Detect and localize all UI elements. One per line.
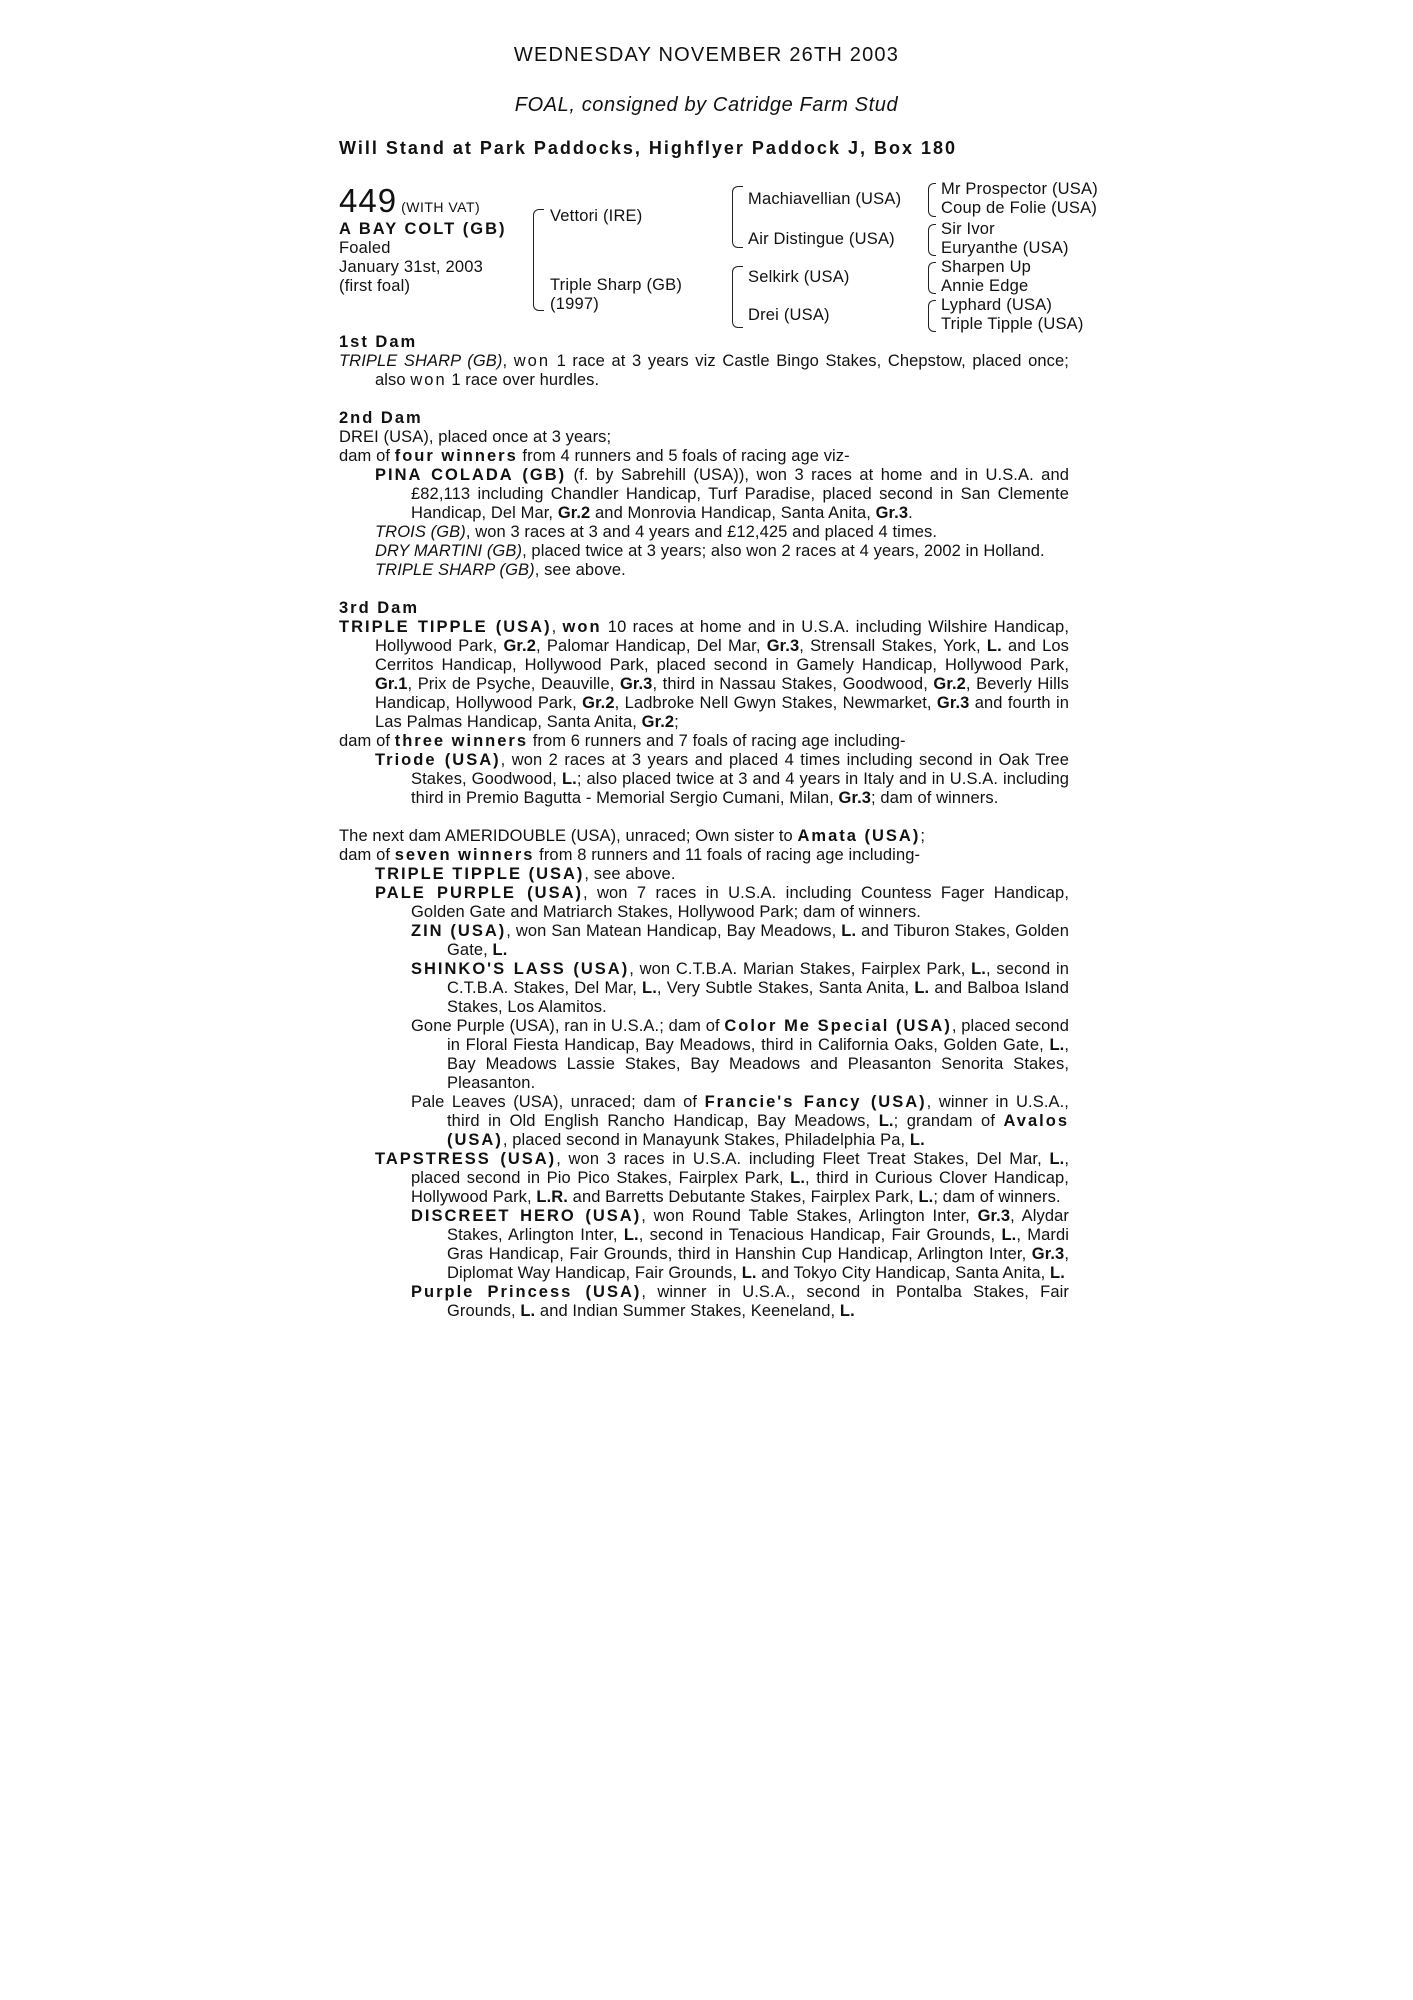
first-foal-note: (first foal) (339, 277, 411, 295)
pedigree-ssd: Coup de Folie (USA) (941, 199, 1098, 217)
lot-number: 449 (339, 182, 398, 219)
progeny-entry: PINA COLADA (GB) (f. by Sabrehill (USA)), won 3 races at home and in U.S.A. and £82,113 including Chandler Handicap, Turf Paradise, placed second in San Clemente Handicap, Del Mar, Gr.2 and Monrovia Handicap, Santa Anita, Gr.3. (375, 466, 1070, 522)
progeny-entry: SHINKO'S LASS (USA), won C.T.B.A. Marian Stakes, Fairplex Park, L., second in C.T.B.A. Stakes, Del Mar, L., Very Subtle Stakes, Santa Anita, L. and Balboa Island Stakes, Los Alamitos. (411, 960, 1069, 1016)
next-dam-line: The next dam AMERIDOUBLE (USA), unraced; Own sister to Amata (USA); (339, 827, 926, 845)
progeny-entry: DISCREET HERO (USA), won Round Table Stakes, Arlington Inter, Gr.3, Alydar Stakes, Arlington Inter, L., second in Tenacious Handicap, Fair Grounds, L., Mardi Gras Handicap, Fair Grounds, third in Hanshin Cup Handicap, Arlington Inter, Gr.3, Diplomat Way Handicap, Fair Grounds, L. and Tokyo City Handicap, Santa Anita, L. (411, 1207, 1069, 1282)
progeny-entry: DRY MARTINI (GB), placed twice at 3 years; also won 2 races at 4 years, 2002 in Holland. (375, 542, 1045, 560)
next-dam-produce: dam of seven winners from 8 runners and 11 foals of racing age including- (339, 846, 921, 864)
pedigree-dss: Sharpen Up (941, 258, 1032, 276)
pedigree-brace-ss (928, 183, 936, 217)
consignor-line: FOAL, consigned by Catridge Farm Stud (514, 94, 899, 116)
pedigree-sds: Sir Ivor (941, 220, 995, 238)
pedigree-sss: Mr Prospector (USA) (941, 180, 1098, 198)
horse-name: Francie's Fancy (USA) (704, 1093, 927, 1111)
horse-name: PINA COLADA (GB) (375, 466, 567, 484)
progeny-entry: Triode (USA), won 2 races at 3 years and placed 4 times including second in Oak Tree Stakes, Goodwood, L.; also placed twice at 3 and 4 years in Italy and in U.S.A. including third in Premio Bagutta - Memorial Sergio Cumani, Milan, Gr.3; dam of winners. (375, 751, 1070, 807)
pedigree-brace-ds (928, 262, 936, 294)
pedigree-sdd: Euryanthe (USA) (941, 239, 1069, 257)
second-dam-line: DREI (USA), placed once at 3 years; (339, 428, 612, 446)
first-dam-entry: TRIPLE SHARP (GB), won 1 race at 3 years viz Castle Bingo Stakes, Chepstow, placed once; also won 1 race over hurdles. (339, 352, 1069, 389)
horse-name: TROIS (GB) (375, 523, 466, 541)
pedigree-brace-dd (928, 300, 936, 332)
second-dam-heading: 2nd Dam (339, 409, 423, 427)
pedigree-dds: Lyphard (USA) (941, 296, 1053, 314)
pedigree-dam-year: (1997) (550, 295, 599, 313)
pedigree-brace-sire (732, 186, 743, 248)
progeny-entry: TRIPLE SHARP (GB), see above. (375, 561, 626, 579)
horse-name: DISCREET HERO (USA) (411, 1207, 642, 1225)
pedigree-sire-sire: Machiavellian (USA) (748, 190, 902, 208)
pedigree-dsd: Annie Edge (941, 277, 1029, 295)
foaled-label: Foaled (339, 239, 391, 257)
horse-name: TRIPLE SHARP (GB) (375, 561, 535, 579)
sale-date: WEDNESDAY NOVEMBER 26TH 2003 (513, 44, 900, 66)
progeny-entry: ZIN (USA), won San Matean Handicap, Bay Meadows, L. and Tiburon Stakes, Golden Gate, L. (411, 922, 1069, 959)
horse-name: SHINKO'S LASS (USA) (411, 960, 630, 978)
first-dam-heading: 1st Dam (339, 333, 418, 351)
progeny-entry: TAPSTRESS (USA), won 3 races in U.S.A. including Fleet Treat Stakes, Del Mar, L., placed second in Pio Pico Stakes, Fairplex Park, L., third in Curious Clover Handicap, Hollywood Park, L.R. and Barretts Debutante Stakes, Fairplex Park, L.; dam of winners. (375, 1150, 1070, 1206)
pedigree-sire: Vettori (IRE) (550, 207, 643, 225)
pedigree-brace-dam (732, 266, 743, 328)
foaled-date: January 31st, 2003 (339, 258, 483, 276)
pedigree-dam-dam: Drei (USA) (748, 306, 830, 324)
pedigree-dam-sire: Selkirk (USA) (748, 268, 850, 286)
horse-name: Color Me Special (USA) (724, 1017, 952, 1035)
horse-name: Triode (USA) (375, 751, 501, 769)
progeny-entry: Purple Princess (USA), winner in U.S.A., second in Pontalba Stakes, Fair Grounds, L. and Indian Summer Stakes, Keeneland, L. (411, 1283, 1069, 1320)
pedigree-brace-sd (928, 224, 936, 256)
third-dam-produce: dam of three winners from 6 runners and 7 foals of racing age including- (339, 732, 906, 750)
horse-name: ZIN (USA) (411, 922, 507, 940)
horse-name: TAPSTRESS (USA) (375, 1150, 557, 1168)
lot-number-block (339, 182, 480, 220)
progeny-entry: PALE PURPLE (USA), won 7 races in U.S.A. including Countess Fager Handicap, Golden Gate and Matriarch Stakes, Hollywood Park; dam of winners. (375, 884, 1069, 921)
progeny-entry: TRIPLE TIPPLE (USA), see above. (375, 865, 676, 883)
horse-name: Purple Princess (USA) (411, 1283, 642, 1301)
horse-name: PALE PURPLE (USA) (375, 884, 583, 902)
pedigree-ddd: Triple Tipple (USA) (941, 315, 1084, 333)
third-dam-heading: 3rd Dam (339, 599, 420, 617)
progeny-entry: TROIS (GB), won 3 races at 3 and 4 years and £12,425 and placed 4 times. (375, 523, 938, 541)
horse-name: DRY MARTINI (GB) (375, 542, 523, 560)
horse-name: TRIPLE TIPPLE (USA) (339, 618, 552, 636)
second-dam-produce: dam of four winners from 4 runners and 5 foals of racing age viz- (339, 447, 850, 465)
third-dam-entry: TRIPLE TIPPLE (USA), won 10 races at home and in U.S.A. including Wilshire Handicap, Hollywood Park, Gr.2, Palomar Handicap, Del Mar, Gr.3, Strensall Stakes, York, L. and Los Cerritos Handicap, Hollywood Park, placed second in Gamely Handicap, Hollywood Park, Gr.1, Prix de Psyche, Deauville, Gr.3, third in Nassau Stakes, Goodwood, Gr.2, Beverly Hills Handicap, Hollywood Park, Gr.2, Ladbroke Nell Gwyn Stakes, Newmarket, Gr.3 and fourth in Las Palmas Handicap, Santa Anita, Gr.2; (339, 618, 1070, 731)
horse-name: TRIPLE SHARP (GB) (339, 352, 503, 370)
lot-title: A BAY COLT (GB) (339, 220, 507, 238)
stabling-line: Will Stand at Park Paddocks, Highflyer Paddock J, Box 180 (339, 138, 957, 158)
pedigree-dam: Triple Sharp (GB) (550, 276, 683, 294)
catalogue-body (339, 333, 1069, 1321)
horse-name: TRIPLE TIPPLE (USA) (375, 865, 585, 883)
pedigree-brace-gen1 (533, 209, 544, 311)
vat-note: (WITH VAT) (401, 199, 481, 215)
pedigree-sire-dam: Air Distingue (USA) (748, 230, 895, 248)
progeny-entry: Gone Purple (USA), ran in U.S.A.; dam of Color Me Special (USA), placed second in Floral Fiesta Handicap, Bay Meadows, third in California Oaks, Golden Gate, L., Bay Meadows Lassie Stakes, Bay Meadows and Pleasanton Senorita Stakes, Pleasanton. (411, 1017, 1069, 1092)
progeny-entry: Pale Leaves (USA), unraced; dam of Francie's Fancy (USA), winner in U.S.A., third in Old English Rancho Handicap, Bay Meadows, L.; grandam of Avalos (USA), placed second in Manayunk Stakes, Philadelphia Pa, L. (411, 1093, 1069, 1149)
